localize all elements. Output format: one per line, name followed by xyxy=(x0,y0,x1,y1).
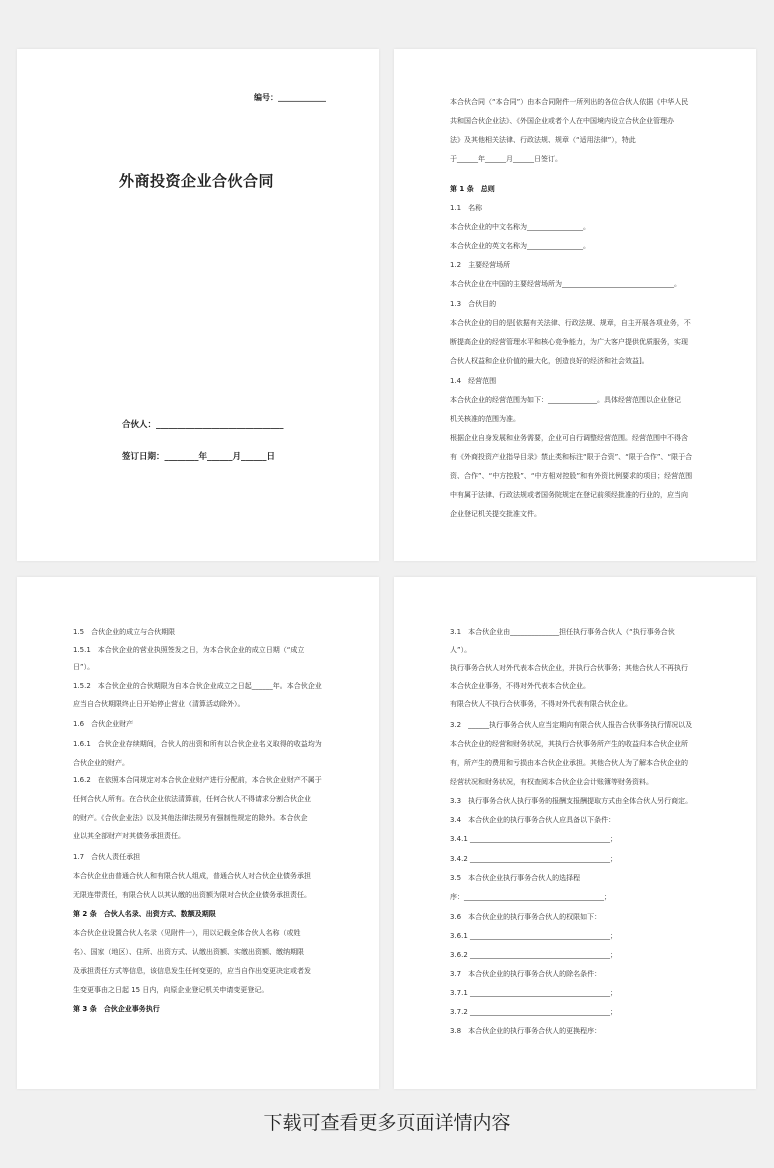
contract-text-line: 本合伙企业的经营和财务状况，其执行合伙事务所产生的收益归本合伙企业所 xyxy=(450,740,688,748)
contract-text-line: 3.4 本合伙企业的执行事务合伙人应具备以下条件： xyxy=(450,816,616,824)
contract-text-line: 本合伙企业事务，不得对外代表本合伙企业。 xyxy=(450,682,590,690)
contract-text-line: 合伙企业的财产。 xyxy=(73,759,129,767)
contract-text-line: 3.5 本合伙企业执行事务合伙人的选择程 xyxy=(450,874,581,882)
contract-text-line: 根据企业自身发展和业务需要，企业可自行调整经营范围。经营范围中不得含 xyxy=(450,434,688,442)
contract-text-line: 共和国合伙企业法》、《外国企业或者个人在中国境内设立合伙企业管理办 xyxy=(450,117,674,125)
sign-date-line: 签订日期：________年______月______日 xyxy=(122,452,276,462)
contract-text-line: 1.4 经营范围 xyxy=(450,377,497,385)
contract-text-line: 第 3 条 合伙企业事务执行 xyxy=(73,1005,160,1013)
contract-text-line: 本合伙合同（“本合同”）由本合同附件一所列出的各位合伙人依据《中华人民 xyxy=(450,98,689,106)
partner-signature-line: 合伙人：______________________________ xyxy=(122,420,284,430)
contract-text-line: 本合伙企业的经营范围为如下：______________。具体经营范围以企业登记 xyxy=(450,396,681,404)
contract-text-line: 3.4.2 ________________________________________； xyxy=(450,855,618,863)
contract-text-line: 1.2 主要经营场所 xyxy=(450,261,511,269)
contract-text-line: 合伙人权益和企业价值的最大化，创造良好的经济和社会效益]。 xyxy=(450,357,649,365)
contract-title: 外商投资企业合伙合同 xyxy=(119,172,275,190)
contract-text-line: 3.7.1 ________________________________________； xyxy=(450,989,618,997)
contract-text-line: 第 2 条 合伙人名录、出资方式、数额及期限 xyxy=(73,910,216,918)
document-page-4 xyxy=(394,577,756,1089)
contract-text-line: 断提高企业的经营管理水平和核心竞争能力，为广大客户提供优质服务，实现 xyxy=(450,338,688,346)
contract-text-line: 3.6.2 ________________________________________； xyxy=(450,951,618,959)
contract-text-line: 本合伙企业设置合伙人名录（见附件一），用以记载全体合伙人名称（或姓 xyxy=(73,929,301,937)
contract-text-line: 有限合伙人不执行合伙事务，不得对外代表有限合伙企业。 xyxy=(450,700,632,708)
contract-text-line: 有，所产生的费用和亏损由本合伙企业承担。其他合伙人为了解本合伙企业的 xyxy=(450,759,688,767)
contract-text-line: 本合伙企业的英文名称为________________。 xyxy=(450,242,590,250)
contract-text-line: 3.7.2 ________________________________________； xyxy=(450,1008,618,1016)
contract-text-line: 日”）。 xyxy=(73,663,95,671)
contract-text-line: 第 1 条 总则 xyxy=(450,185,495,193)
contract-text-line: 生变更事由之日起 15 日内，向原企业登记机关申请变更登记。 xyxy=(73,986,269,994)
contract-text-line: 3.1 本合伙企业由______________担任执行事务合伙人（“执行事务合伙 xyxy=(450,628,675,636)
contract-number-label: 编号：____________ xyxy=(254,93,326,102)
download-more-caption: 下载可查看更多页面详情内容 xyxy=(263,1112,511,1134)
contract-text-line: 执行事务合伙人对外代表本合伙企业，并执行合伙事务；其他合伙人不再执行 xyxy=(450,664,688,672)
contract-text-line: 1.6.2 在依照本合同规定对本合伙企业财产进行分配前，本合伙企业财产不属于 xyxy=(73,776,322,784)
contract-text-line: 经营状况和财务状况，有权查阅本合伙企业会计账簿等财务资料。 xyxy=(450,778,653,786)
contract-text-line: 本合伙企业在中国的主要经营场所为________________________________。 xyxy=(450,280,681,288)
contract-text-line: 1.6 合伙企业财产 xyxy=(73,720,134,728)
contract-text-line: 业以其全部财产对其债务承担责任。 xyxy=(73,832,185,840)
contract-text-line: 人”）。 xyxy=(450,646,472,654)
document-page-3 xyxy=(17,577,379,1089)
contract-text-line: 任何合伙人所有。在合伙企业依法清算前，任何合伙人不得请求分割合伙企业 xyxy=(73,795,311,803)
contract-text-line: 本合伙企业的中文名称为________________。 xyxy=(450,223,590,231)
contract-text-line: 1.6.1 合伙企业存续期间，合伙人的出资和所有以合伙企业名义取得的收益均为 xyxy=(73,740,322,748)
contract-text-line: 应当自合伙期限终止日开始停止营业（清算活动除外）。 xyxy=(73,700,245,708)
contract-text-line: 3.6.1 ________________________________________； xyxy=(450,932,618,940)
contract-text-line: 3.3 执行事务合伙人执行事务的报酬支报酬提取方式由全体合伙人另行商定。 xyxy=(450,797,693,805)
contract-text-line: 1.7 合伙人责任承担 xyxy=(73,853,141,861)
document-page-2 xyxy=(394,49,756,561)
contract-text-line: 1.5.1 本合伙企业的营业执照签发之日，为本合伙企业的成立日期（“成立 xyxy=(73,646,305,654)
contract-text-line: 3.4.1 ________________________________________； xyxy=(450,835,618,843)
contract-text-line: 法》及其他相关法律、行政法规、规章（“适用法律”），特此 xyxy=(450,136,636,144)
contract-text-line: 本合伙企业由普通合伙人和有限合伙人组成，普通合伙人对合伙企业债务承担 xyxy=(73,872,311,880)
contract-text-line: 资、合作”、“中方控股”、“中方相对控股”和有外资比例要求的项目；经营范围 xyxy=(450,472,693,480)
contract-text-line: 1.5 合伙企业的成立与合伙期限 xyxy=(73,628,176,636)
contract-text-line: 3.8 本合伙企业的执行事务合伙人的更换程序： xyxy=(450,1027,602,1035)
contract-text-line: 1.3 合伙目的 xyxy=(450,300,497,308)
document-page-cover xyxy=(17,49,379,561)
contract-text-line: 1.5.2 本合伙企业的合伙期限为自本合伙企业成立之日起______年。本合伙企业 xyxy=(73,682,322,690)
contract-text-line: 本合伙企业的目的是[依据有关法律、行政法规、规章，自主开展各项业务，不 xyxy=(450,319,691,327)
contract-text-line: 有《外商投资产业指导目录》禁止类和标注“限于合资”、“限于合作”、“限于合 xyxy=(450,453,693,461)
contract-text-line: 3.2 ______执行事务合伙人应当定期向有限合伙人报告合伙事务执行情况以及 xyxy=(450,721,693,729)
contract-text-line: 无限连带责任，有限合伙人以其认缴的出资额为限对合伙企业债务承担责任。 xyxy=(73,891,311,899)
contract-text-line: 企业登记机关提交批准文件。 xyxy=(450,510,541,518)
contract-text-line: 3.6 本合伙企业的执行事务合伙人的权限如下： xyxy=(450,913,602,921)
contract-text-line: 中有属于法律、行政法规或者国务院规定在登记前须经批准的行业的，应当向 xyxy=(450,491,688,499)
contract-text-line: 机关核准的范围为准。 xyxy=(450,415,520,423)
contract-text-line: 于______年______月______日签订。 xyxy=(450,155,562,163)
contract-text-line: 1.1 名称 xyxy=(450,204,483,212)
contract-text-line: 名）、国家（地区）、住所、出资方式、认缴出资额、实缴出资额、缴纳期限 xyxy=(73,948,304,956)
contract-text-line: 及承担责任方式等信息，该信息发生任何变更的，应当自作出变更决定或者发 xyxy=(73,967,311,975)
contract-text-line: 的财产。《合伙企业法》以及其他法律法规另有强制性规定的除外。本合伙企 xyxy=(73,814,308,822)
contract-text-line: 3.7 本合伙企业的执行事务合伙人的除名条件： xyxy=(450,970,602,978)
contract-text-line: 序：________________________________________； xyxy=(450,893,611,901)
